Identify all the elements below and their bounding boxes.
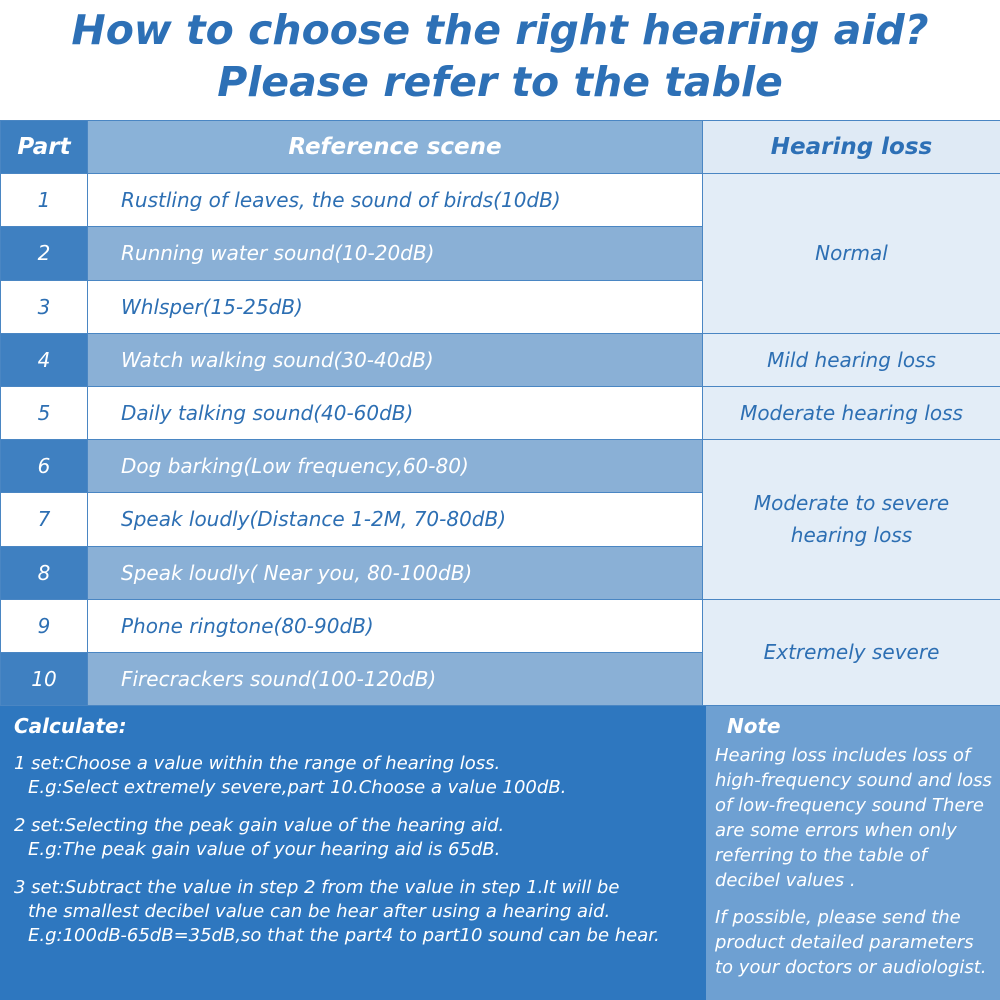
header-row: [1, 121, 1000, 174]
scene-cell: Phone ringtone(80-90dB): [88, 599, 703, 652]
step-text: 2 set:Selecting the peak gain value of the hearing aid.: [14, 815, 505, 836]
part-cell: 10: [1, 652, 88, 705]
loss-cell: Mild hearing loss: [703, 333, 1000, 386]
loss-line: hearing loss: [790, 523, 913, 548]
table-row: [1, 333, 1000, 386]
step-text: 1 set:Choose a value within the range of hearing loss.: [14, 753, 501, 774]
part-cell: 4: [1, 333, 88, 386]
loss-cell: Moderate hearing loss: [703, 386, 1000, 439]
note-title: Note: [727, 714, 781, 738]
scene-cell: Dog barking(Low frequency,60-80): [88, 440, 703, 493]
step-3: [14, 876, 692, 948]
step-2: [14, 814, 692, 862]
part-cell: 3: [1, 280, 88, 333]
part-cell: 9: [1, 599, 88, 652]
title-line-1: How to choose the right hearing aid?: [71, 6, 929, 54]
step-text: the smallest decibel value can be hear after using a hearing aid.: [28, 901, 611, 922]
loss-cell: Normal: [703, 174, 1000, 334]
table-row: [1, 386, 1000, 439]
calculate-panel: [0, 706, 706, 1000]
step-1: [14, 752, 692, 800]
part-cell: 2: [1, 227, 88, 280]
scene-cell: Speak loudly(Distance 1-2M, 70-80dB): [88, 493, 703, 546]
part-cell: 7: [1, 493, 88, 546]
table-row: [1, 174, 1000, 227]
note-paragraph: If possible, please send the product detailed parameters to your doctors or audiologist.: [715, 907, 987, 978]
part-cell: 8: [1, 546, 88, 599]
scene-cell: Rustling of leaves, the sound of birds(10dB): [88, 174, 703, 227]
note-panel: [706, 706, 1000, 1000]
header-part: Part: [1, 121, 88, 174]
header-scene: Reference scene: [88, 121, 703, 174]
scene-cell: Running water sound(10-20dB): [88, 227, 703, 280]
step-text: 3 set:Subtract the value in step 2 from the value in step 1.It will be: [14, 877, 620, 898]
step-example: E.g:The peak gain value of your hearing aid is 65dB.: [28, 839, 501, 860]
scene-cell: Firecrackers sound(100-120dB): [88, 652, 703, 705]
table-row: [1, 599, 1000, 652]
part-cell: 6: [1, 440, 88, 493]
title-line-2: Please refer to the table: [217, 58, 783, 106]
calculate-title: Calculate:: [14, 714, 127, 738]
scene-cell: Daily talking sound(40-60dB): [88, 386, 703, 439]
part-cell: 5: [1, 386, 88, 439]
note-paragraph: Hearing loss includes loss of high-frequency sound and loss of low-frequency sound There are some errors when only referring to the table of decibel values .: [715, 745, 992, 891]
scene-cell: Speak loudly( Near you, 80-100dB): [88, 546, 703, 599]
scene-cell: Whlsper(15-25dB): [88, 280, 703, 333]
hearing-table: [0, 120, 1000, 706]
loss-line: Moderate to severe: [753, 491, 950, 516]
scene-cell: Watch walking sound(30-40dB): [88, 333, 703, 386]
loss-cell: Extremely severe: [703, 599, 1000, 705]
table-row: [1, 440, 1000, 493]
header-loss: Hearing loss: [703, 121, 1000, 174]
step-example: E.g:100dB-65dB=35dB,so that the part4 to part10 sound can be hear.: [28, 925, 660, 946]
page-title: [0, 4, 1000, 108]
part-cell: 1: [1, 174, 88, 227]
loss-cell: [703, 440, 1000, 600]
step-example: E.g:Select extremely severe,part 10.Choose a value 100dB.: [28, 777, 567, 798]
